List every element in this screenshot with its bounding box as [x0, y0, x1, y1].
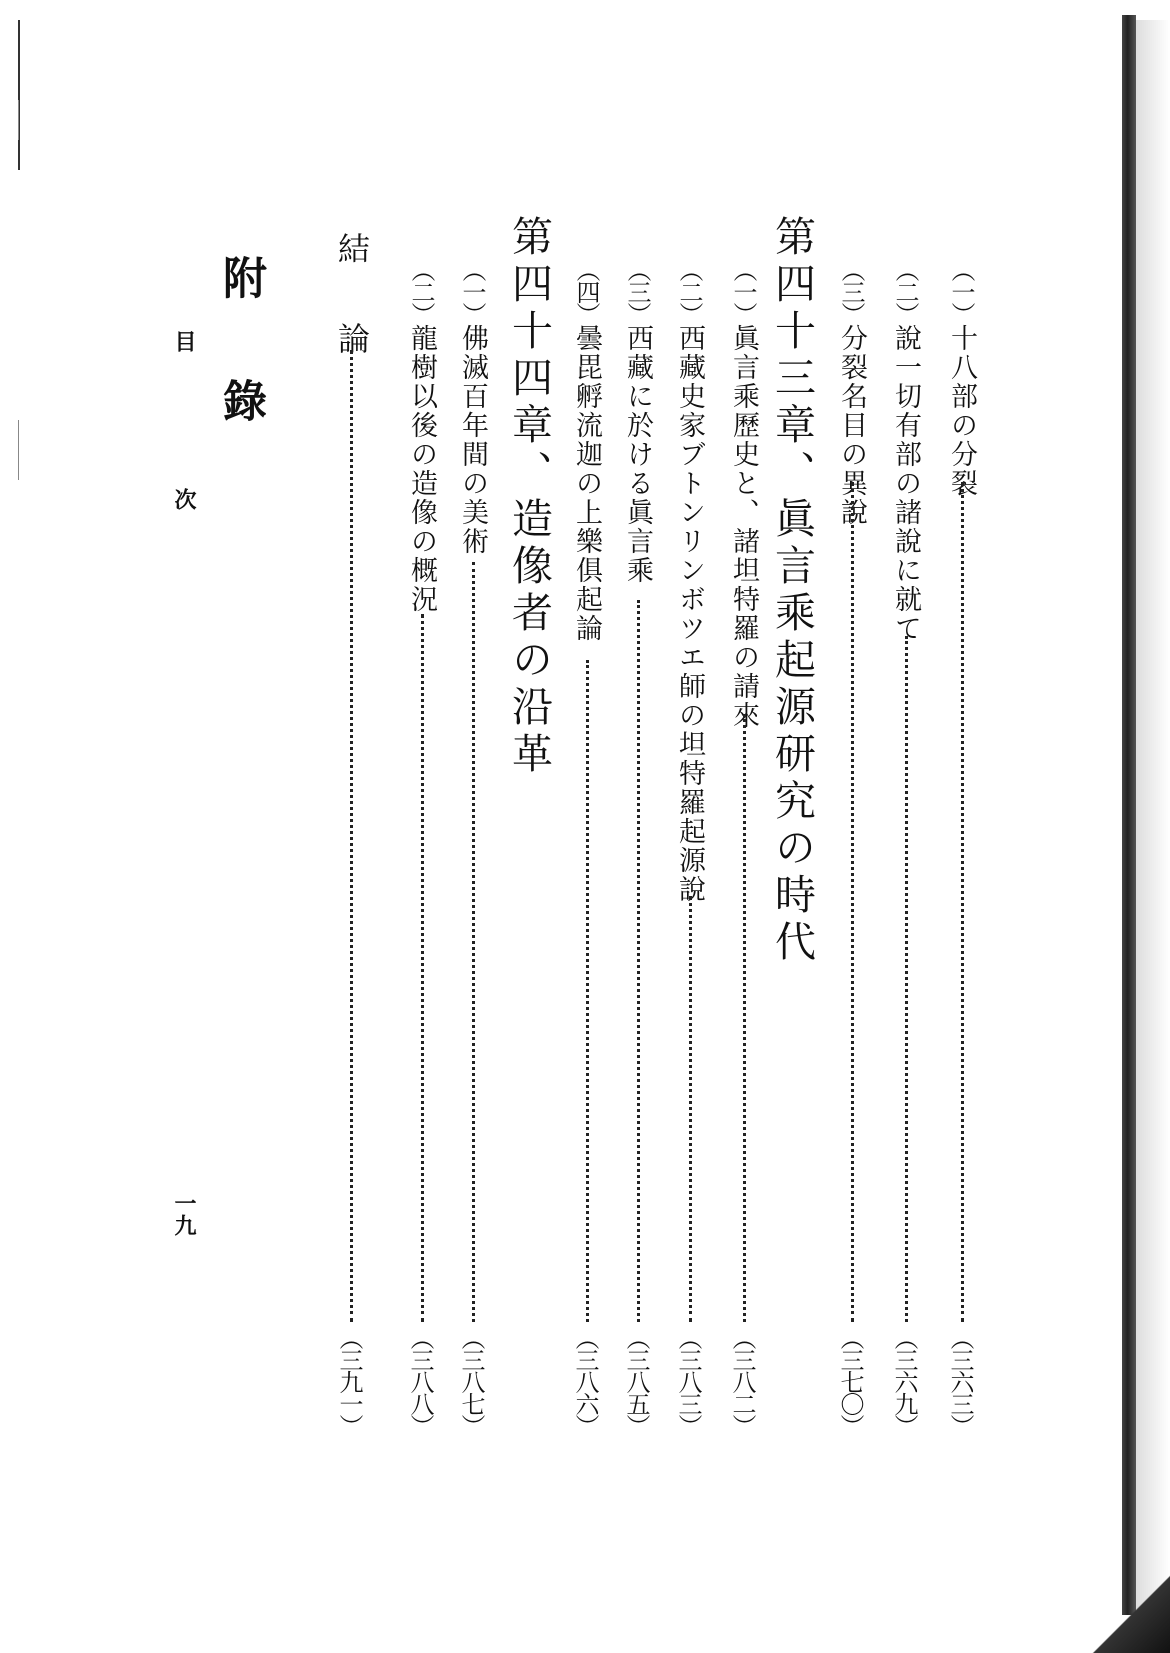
folio-page-number: 一九 [171, 1192, 197, 1236]
entry-title: 分裂名目の異說 [836, 324, 867, 527]
running-header-char-1: 目 [171, 330, 197, 352]
entry-title: 曇毘孵流迦の上樂俱起論 [571, 324, 602, 643]
book-spine-shadow [1122, 15, 1136, 1615]
entry-number: （一） [947, 258, 975, 324]
entry-number: （二） [675, 258, 703, 324]
dot-leader [586, 660, 589, 1322]
page-number: （三六三） [946, 1326, 974, 1436]
dot-leader [905, 636, 908, 1322]
page-corner-shadow [1090, 1560, 1170, 1653]
entry-title: 說一切有部の諸說に就て [890, 324, 921, 643]
scan-margin-dash [18, 420, 19, 480]
entry-number: （一） [729, 258, 757, 324]
dot-leader [689, 896, 692, 1322]
page-number: （三八二） [728, 1326, 756, 1436]
entry-number: （三） [837, 258, 865, 324]
conclusion-char-1: 結 [333, 232, 371, 264]
toc-entry-18-schools [948, 258, 975, 498]
toc-entry-post-nagarjuna [408, 258, 435, 614]
toc-entry-sarvastivada [892, 258, 919, 643]
entry-title: 西藏に於ける眞言乘 [622, 324, 653, 585]
entry-number: （四） [572, 258, 600, 324]
entry-title: 龍樹以後の造像の概況 [406, 324, 437, 614]
dot-leader [851, 482, 854, 1322]
page-number: （三八五） [622, 1326, 650, 1436]
dot-leader [421, 614, 424, 1322]
toc-entry-early-art [459, 258, 486, 556]
entry-title: 佛滅百年間の美術 [457, 324, 488, 556]
chapter-44-title: 第四十四章、造像者の沿革 [505, 215, 553, 779]
page-number: （三七〇） [836, 1326, 864, 1436]
running-header-char-2: 次 [171, 488, 197, 510]
page-number: （三八三） [674, 1326, 702, 1436]
toc-entry-dombi-heruka [573, 258, 600, 643]
page-number: （三八七） [457, 1326, 485, 1436]
page-number: （三八六） [571, 1326, 599, 1436]
toc-entry-buton-tantra-origin [676, 258, 703, 904]
appendix-char-2: 錄 [215, 378, 266, 422]
entry-number: （三） [623, 258, 651, 324]
dot-leader [350, 350, 353, 1322]
dot-leader [472, 562, 475, 1322]
entry-title: 西藏史家ブトンリンボツエ師の坦特羅起源說 [674, 324, 705, 904]
page-number: （三六九） [890, 1326, 918, 1436]
toc-entry-shingon-history [730, 258, 757, 730]
entry-number: （二） [891, 258, 919, 324]
toc-entry-tibet-shingon [624, 258, 651, 585]
dot-leader [961, 482, 964, 1322]
entry-title: 十八部の分裂 [946, 324, 977, 498]
book-spine-edge [1136, 20, 1170, 1653]
scan-margin-dash [18, 100, 19, 140]
scan-margin-line [18, 20, 20, 170]
conclusion-char-2: 論 [333, 322, 371, 354]
dot-leader [637, 600, 640, 1322]
chapter-43-title: 第四十三章、眞言乘起源研究の時代 [768, 215, 816, 967]
page-number: （三九一） [335, 1326, 363, 1436]
entry-number: （二） [407, 258, 435, 324]
entry-number: （一） [458, 258, 486, 324]
entry-title: 眞言乘歷史と、諸坦特羅の請來 [728, 324, 759, 730]
dot-leader [743, 714, 746, 1322]
page-number: （三八八） [406, 1326, 434, 1436]
appendix-char-1: 附 [215, 255, 266, 299]
